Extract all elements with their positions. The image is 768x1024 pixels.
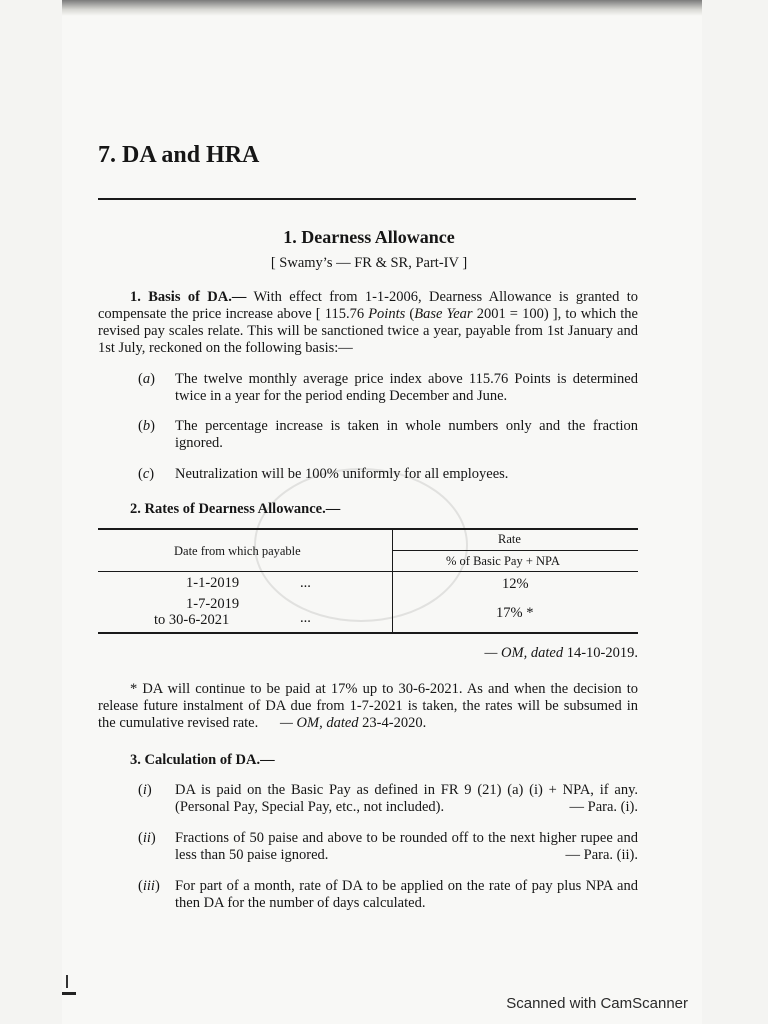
basis-item-a <box>138 371 638 405</box>
basis-item-c <box>138 466 638 483</box>
margin-dash <box>62 992 76 995</box>
column-header-date: Date from which payable <box>174 544 301 558</box>
column-header-rate: Rate <box>498 532 521 546</box>
basis-open-paren: ( <box>405 306 415 322</box>
item-marker: (c) <box>138 466 155 482</box>
item-text: Fractions of 50 paise and above to be rounded off to the next higher rupee and less than 50 paise ignored. — Para. (ii). <box>175 830 638 863</box>
row1-rate: 12% <box>502 576 529 592</box>
row2-date-from: 1-7-2019 <box>186 596 240 612</box>
table-header-rule <box>98 571 638 572</box>
item-text: Neutralization will be 100% uniformly for all employees. <box>175 466 509 482</box>
item-text: The twelve monthly average price index above 115.76 Points is determined twice in a year for the period ending December and June. <box>175 371 638 404</box>
calc-item-ii <box>138 830 638 864</box>
table-column-divider <box>392 528 393 634</box>
basis-text-after: to which the revised pay scales relate. This will be sanctioned twice a year, payable from 1st January and 1st July, reckoned on the following basis:— <box>98 306 638 356</box>
table-top-rule <box>98 528 638 530</box>
note-text: * DA will continue to be paid at 17% up to 30-6-2021. As and when the decision to release future instalment of DA due from 1-7-2021 is taken, the rates will be subsumed in the cumulative revised rate. <box>98 681 638 731</box>
row2-date-to: to 30-6-2021 <box>154 612 230 628</box>
row1-date: 1-1-2019 <box>186 575 240 591</box>
table-bottom-rule <box>98 632 638 634</box>
basis-base-value: 2001 = 100) ], <box>472 306 562 322</box>
basis-paragraph <box>98 289 638 357</box>
item-marker: (iii) <box>138 878 160 894</box>
item-text: For part of a month, rate of DA to be applied on the rate of pay plus NPA and then DA for the number of days calculated. <box>175 878 638 911</box>
chapter-title: 7. DA and HRA <box>98 142 260 168</box>
para-citation: — Para. (i). <box>569 799 638 815</box>
page-top-shadow <box>62 0 702 16</box>
table-subheader-rule <box>393 550 638 551</box>
column-subheader-rate: % of Basic Pay + NPA <box>446 554 560 568</box>
item-text: DA is paid on the Basic Pay as defined in FR 9 (21) (a) (i) + NPA, if any. (Personal Pay, Special Pay, etc., not included). — Para. (i). <box>175 782 638 815</box>
calculation-heading: 3. Calculation of DA.— <box>130 752 275 768</box>
note-om-reference: — OM, dated 23-4-2020. <box>280 715 427 731</box>
row2-rate: 17% * <box>496 605 534 621</box>
section-reference: [ Swamy’s — FR & SR, Part-IV ] <box>270 255 468 271</box>
calc-item-i <box>138 782 638 816</box>
basis-item-b <box>138 418 638 452</box>
basis-lead: 1. Basis of DA.— <box>130 289 247 305</box>
basis-points: Points <box>368 306 406 322</box>
rates-heading: 2. Rates of Dearness Allowance.— <box>130 501 341 517</box>
section-title: 1. Dearness Allowance <box>283 227 455 247</box>
margin-mark <box>66 975 68 988</box>
item-marker: (a) <box>138 371 155 387</box>
item-text: The percentage increase is taken in whole numbers only and the fraction ignored. <box>175 418 638 451</box>
chapter-rule <box>98 198 636 200</box>
item-marker: (ii) <box>138 830 156 846</box>
scanner-watermark-text: Scanned with CamScanner <box>506 995 688 1012</box>
row1-leader-dots: ... <box>300 575 311 591</box>
rates-om-reference: — OM, dated 14-10-2019. <box>484 645 638 661</box>
basis-text: With effect from 1-1-2006, Dearness Allowance is granted to compensate the price increase above [ 115.76 <box>98 289 638 322</box>
item-marker: (b) <box>138 418 155 434</box>
item-marker: (i) <box>138 782 152 798</box>
da-rates-table <box>98 528 638 635</box>
calc-item-iii <box>138 878 638 912</box>
note-paragraph <box>98 681 638 732</box>
basis-base-year: Base Year <box>414 306 473 322</box>
para-citation: — Para. (ii). <box>565 847 638 863</box>
row2-leader-dots: ... <box>300 610 311 626</box>
